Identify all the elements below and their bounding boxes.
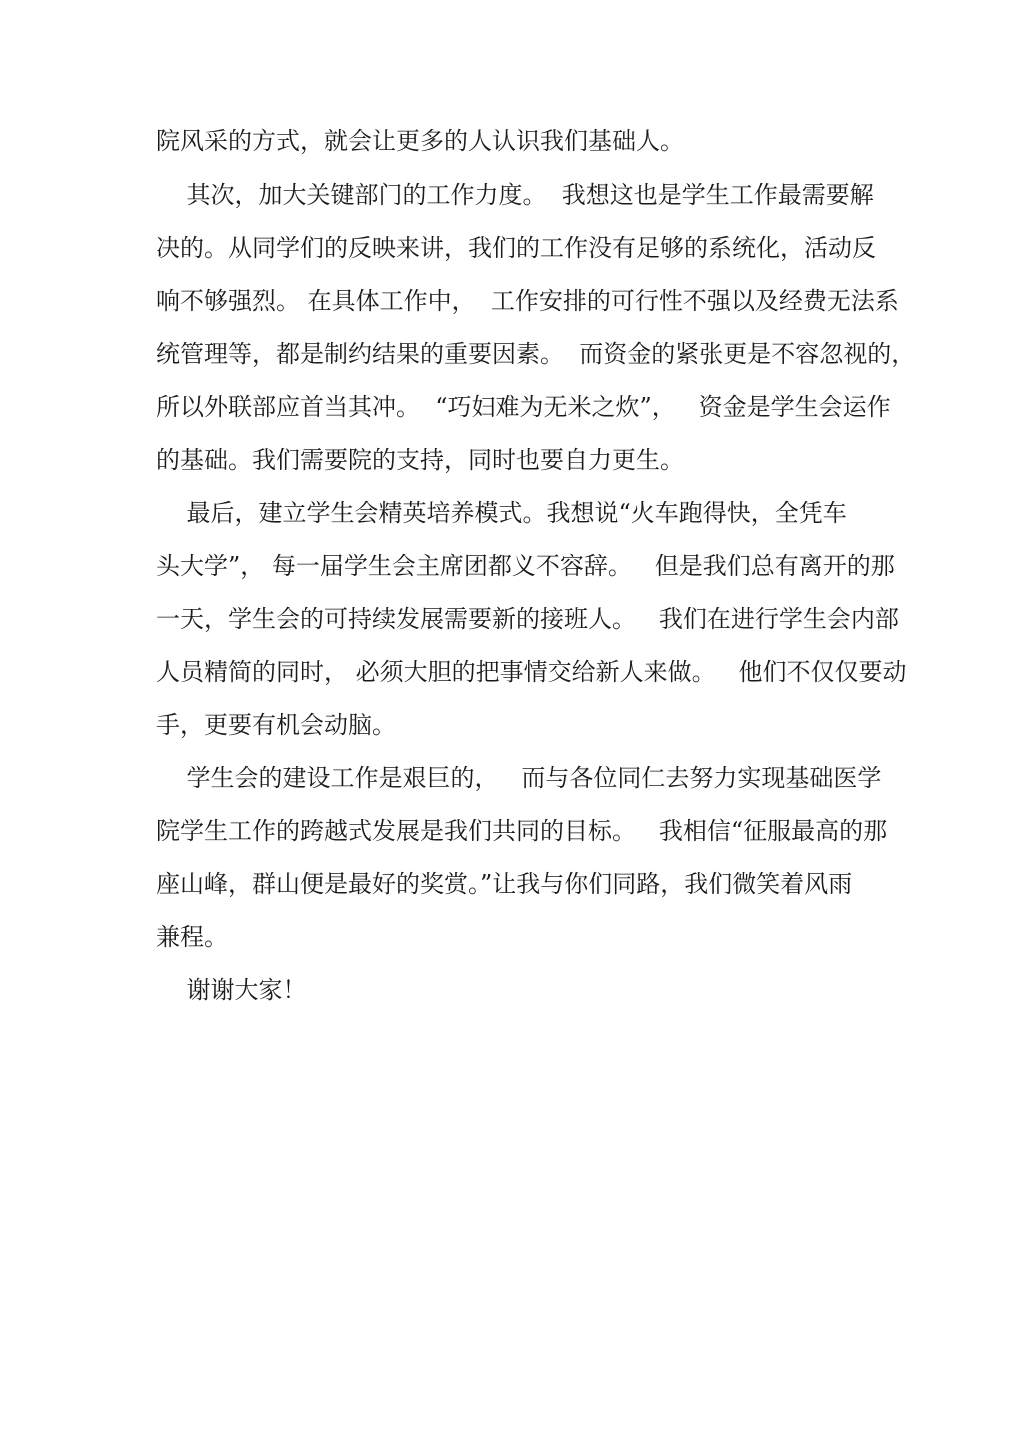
text-line: 学生会的建设工作是艰巨的， 而与各位同仁去努力实现基础医学	[156, 764, 882, 792]
text-line: 决的。从同学们的反映来讲，我们的工作没有足够的系统化，活动反	[156, 234, 876, 262]
text-line: 谢谢大家！	[156, 976, 307, 1004]
text-line: 头大学”， 每一届学生会主席团都义不容辞。 但是我们总有离开的那	[156, 552, 895, 580]
text-line: 最后，建立学生会精英培养模式。我想说“火车跑得快，全凭车	[156, 499, 847, 527]
text-line: 的基础。我们需要院的支持，同时也要自力更生。	[156, 446, 684, 474]
document-body	[156, 127, 916, 1004]
text-line: 手，更要有机会动脑。	[156, 711, 396, 739]
text-line: 座山峰，群山便是最好的奖赏。”让我与你们同路，我们微笑着风雨	[156, 870, 853, 898]
text-line: 兼程。	[156, 923, 228, 951]
text-line: 统管理等，都是制约结果的重要因素。 而资金的紧张更是不容忽视的，	[156, 340, 916, 368]
text-line: 人员精简的同时， 必须大胆的把事情交给新人来做。 他们不仅仅要动	[156, 658, 907, 686]
text-line: 院学生工作的跨越式发展是我们共同的目标。 我相信“征服最高的那	[156, 817, 888, 845]
text-line: 一天，学生会的可持续发展需要新的接班人。 我们在进行学生会内部	[156, 605, 899, 633]
text-line: 响不够强烈。 在具体工作中， 工作安排的可行性不强以及经费无法系	[156, 287, 899, 315]
text-line: 其次，加大关键部门的工作力度。 我想这也是学生工作最需要解	[156, 181, 874, 209]
text-line: 院风采的方式，就会让更多的人认识我们基础人。	[156, 127, 684, 155]
text-line: 所以外联部应首当其冲。 “巧妇难为无米之炊”， 资金是学生会运作	[156, 393, 891, 421]
